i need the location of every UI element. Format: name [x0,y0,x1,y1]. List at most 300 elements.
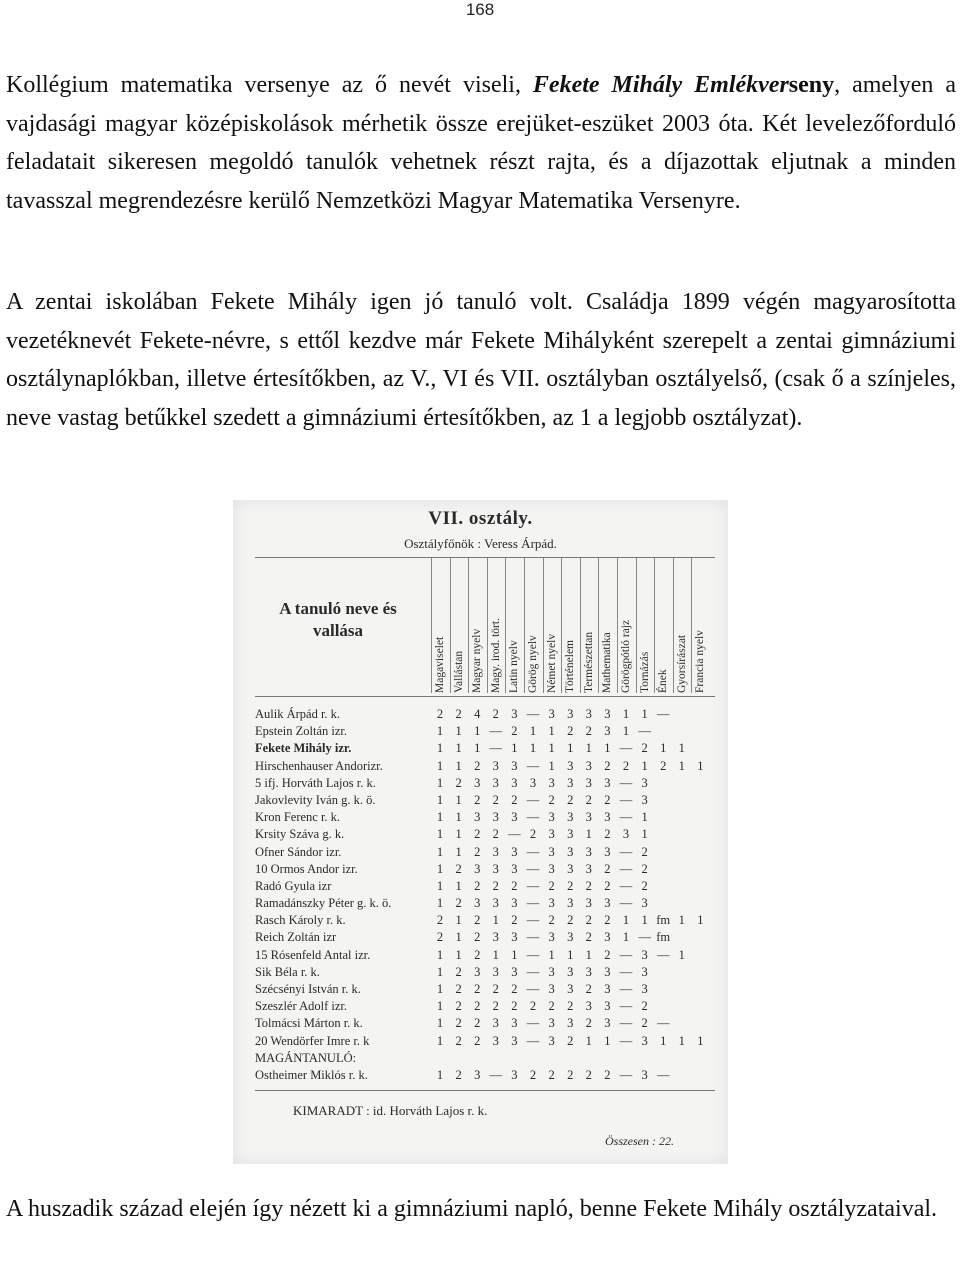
table-row [255,792,715,809]
grade-cell: 3 [492,810,499,825]
grade-cell: — [526,896,540,911]
grade-cell: 2 [567,1033,574,1048]
kimaradt-note: KIMARADT : id. Horváth Lajos r. k. [293,1103,488,1118]
column-divider [487,558,488,693]
grade-cell: 2 [585,792,592,807]
grade-cell: 1 [436,827,444,842]
column-divider [598,558,599,693]
grade-cell: 2 [604,827,611,842]
grade-cell: 1 [455,827,462,842]
grade-cell: — [526,810,540,825]
column-divider [580,558,581,693]
paragraph-1-emphasis: Fekete Mihály Emlékver [532,72,789,98]
grade-cell: 1 [641,913,648,928]
grade-cell: — [619,999,633,1014]
grade-cell: 1 [436,896,444,911]
subject-header: Görög nyelv [527,635,539,693]
grade-cell: 2 [474,1033,481,1048]
grade-cell: 2 [474,947,481,962]
grade-cell: — [526,861,540,876]
grade-cell: 2 [585,1067,592,1082]
table-row [255,723,715,740]
grade-cell: 1 [455,913,462,928]
student-name: 10 Ormos Andor izr. [255,861,358,876]
grade-cell: 3 [585,844,592,859]
column-divider [617,558,618,693]
grade-cell: 3 [492,844,499,859]
grade-cell: 2 [511,878,518,893]
grade-cell: — [526,913,540,928]
paragraph-1-text-a: Kollégium matematika versenye az ő nevét viseli, [6,72,533,98]
grade-cell: 1 [511,947,518,962]
grade-cell: 2 [585,913,592,928]
grade-cell: 3 [604,707,611,721]
grade-cell: 3 [585,775,592,790]
grade-cell: 3 [567,982,574,996]
grade-cell: 2 [548,878,555,893]
grade-cell: 3 [492,964,499,979]
grade-cell: — [526,707,540,721]
grade-cell: fm [656,930,671,945]
grade-cell: 3 [604,999,611,1014]
grade-cell: 1 [585,947,592,962]
grade-cell: 3 [492,861,499,876]
class-register-scan [233,500,728,1164]
table-row [255,1067,715,1084]
grade-cell: 1 [436,1067,444,1082]
grade-cell: — [619,982,633,996]
grade-cell: 3 [548,844,555,859]
name-column-header [263,598,413,642]
grade-cell: — [526,844,540,859]
grade-cell: 2 [567,999,574,1014]
grade-cell: 2 [511,913,518,928]
grade-cell: 1 [455,947,462,962]
grade-cell: 1 [529,724,537,739]
grade-cell: 1 [548,758,555,773]
grade-cell: 1 [622,724,630,739]
grade-cell: 3 [492,1016,499,1031]
grade-cell: — [656,947,670,962]
grade-cell: 2 [474,758,481,773]
grade-cell: fm [656,913,671,928]
student-name: 5 ifj. Horváth Lajos r. k. [255,775,376,790]
grade-cell: 3 [474,1067,481,1082]
column-divider [450,558,451,693]
grade-cell: — [489,1067,503,1082]
table-row [255,912,715,929]
student-name: Ofner Sándor izr. [255,844,342,859]
grade-cell: — [619,810,633,825]
grade-cell: 1 [641,707,648,721]
grade-cell: 3 [511,861,518,876]
grade-cell: 2 [604,947,611,962]
column-divider [691,558,692,693]
column-divider [543,558,544,693]
grade-cell: 2 [455,896,462,911]
grade-cell: 3 [567,930,574,945]
subject-header: Német nyelv [545,633,558,693]
column-divider [468,558,469,693]
grade-cell: 1 [436,844,444,859]
grade-cell: — [619,861,633,876]
grade-cell: 1 [678,741,685,756]
grade-cell: 3 [585,896,592,911]
grade-cell: 3 [567,775,574,790]
grade-cell: 2 [585,1016,592,1031]
page-number: 168 [465,0,495,19]
table-row [255,844,715,861]
grade-cell: 3 [567,707,574,721]
student-name: Reich Zoltán izr [255,930,337,945]
grade-cell: 2 [548,913,555,928]
header-rule-top [255,557,715,558]
grade-cell: 2 [455,1016,462,1031]
grade-cell: 1 [455,741,462,756]
grade-cell: — [638,724,651,739]
osszesen-note: Összesen : 22. [605,1134,674,1148]
grade-cell: — [526,964,540,979]
grade-cell: 2 [567,792,574,807]
grade-cell: 2 [641,861,648,876]
grade-cell: 1 [678,913,685,928]
student-name: Hirschenhauser Andorizr. [255,758,383,773]
table-row [255,1033,715,1050]
paragraph-2: A zentai iskolában Fekete Mihály igen jó tanuló volt. Családja 1899 végén magyarosította vezetéknevét Fekete-névre, s ettől kezdve már Fekete Mihályként szerepelt a zentai gimnáziumi osztálynaplókban, illetve értesítőkben, az V., VI és VII. osztályban osztályelső, (csak ő a színjeles, neve vastag betűkkel szedett a gimnáziumi értesítőkben, az 1 a legjobb osztályzat). [6,289,956,431]
subject-header: Gyorsírászat [675,634,688,693]
student-name: Ramadánszky Péter g. k. ö. [255,896,392,911]
grade-cell: 3 [548,896,555,911]
grade-cell: 3 [492,930,499,945]
table-row [255,964,715,981]
grade-cell: — [526,947,540,962]
grade-cell: 3 [604,724,611,739]
grade-cell: 1 [585,741,592,756]
grade-cell: 1 [436,878,444,893]
grade-cell: 1 [585,1033,592,1048]
grade-cell: — [619,878,633,893]
grade-cell: 3 [492,1033,499,1048]
grade-cell: 2 [529,1067,537,1082]
grade-cell: 2 [492,792,499,807]
grade-cell: 2 [455,707,462,721]
grade-cell: 3 [511,1033,518,1048]
grade-cell: 2 [474,913,481,928]
grade-cell: 3 [641,964,648,979]
grade-cell: 2 [474,930,481,945]
subject-header: Magy. irod. tört. [489,618,502,693]
grade-cell: 2 [529,827,537,842]
grade-cell: 1 [492,913,499,928]
grade-cell: — [526,792,540,807]
table-row [255,947,715,964]
grade-cell: 4 [474,707,481,721]
grade-cell: 3 [604,810,611,825]
grade-cell: 1 [455,930,462,945]
grade-cell: 2 [511,982,518,996]
column-divider [654,558,655,693]
grade-cell: 1 [585,827,592,842]
student-name: Rasch Károly r. k. [255,913,346,928]
grade-cell: 2 [641,999,648,1014]
grade-cell: 3 [511,896,518,911]
grade-cell: 2 [585,930,592,945]
grade-cell: 1 [436,1033,444,1048]
table-row [255,1050,715,1067]
header-rule-bottom [255,696,715,697]
grade-cell: 2 [585,878,592,893]
grade-cell: 1 [474,741,481,756]
table-row [255,878,715,895]
grade-cell: — [619,844,633,859]
column-divider [673,558,674,693]
paragraph-1-bold: seny [788,72,835,98]
grade-cell: — [526,1016,540,1031]
grade-cell: — [656,707,670,721]
student-name: Kron Ferenc r. k. [255,810,341,825]
grade-cell: — [619,947,633,962]
grade-cell: 2 [455,1067,462,1082]
paragraph-1 [6,66,956,220]
column-divider [524,558,525,693]
grade-cell: 1 [678,758,685,773]
grade-cell: 1 [436,999,444,1014]
student-name: Fekete Mihály izr. [255,741,352,756]
table-row [255,758,715,775]
student-name: Radó Gyula izr [255,878,332,893]
grade-cell: 3 [585,861,592,876]
grade-cell: 3 [604,930,611,945]
column-divider [561,558,562,693]
student-name: Ostheimer Miklós r. k. [255,1067,368,1082]
grade-cell: 1 [678,1033,685,1048]
column-divider [431,558,432,693]
grade-cell: 3 [511,810,518,825]
student-name: Aulik Árpád r. k. [255,707,341,721]
grade-cell: 1 [697,758,704,773]
grade-cell: 3 [548,861,555,876]
grade-cell: 3 [641,947,648,962]
grade-cell: 3 [567,844,574,859]
grade-cell: — [619,792,633,807]
grade-cell: 3 [492,775,499,790]
grade-cell: 2 [604,1067,611,1082]
table-row [255,775,715,792]
grade-cell: 3 [511,775,518,790]
grade-cell: 1 [455,758,462,773]
grade-cell: 3 [622,827,630,842]
grade-cell: 3 [567,896,574,911]
grade-cell: 2 [511,724,518,739]
grade-cell: 2 [548,999,555,1014]
grade-cell: 3 [474,810,481,825]
grade-cell: 3 [492,896,499,911]
grade-cell: 2 [455,1033,462,1048]
grade-cell: 2 [529,999,537,1014]
grade-cell: — [656,1016,670,1031]
table-row [255,998,715,1015]
grade-cell: — [638,930,651,945]
grade-cell: 2 [585,724,592,739]
subject-header: Magyar nyelv [471,628,484,693]
grade-cell: — [526,982,540,996]
grade-cell: 1 [641,827,648,842]
grade-cell: 3 [641,896,648,911]
column-divider [505,558,506,693]
grade-cell: — [526,930,540,945]
grade-cell: 3 [511,930,518,945]
table-row [255,826,715,843]
grade-cell: 3 [474,896,481,911]
grade-cell: 2 [455,775,462,790]
grade-cell: 3 [585,964,592,979]
student-name: 20 Wendörfer Imre r. k [255,1033,370,1048]
grade-cell: 2 [511,792,518,807]
column-divider [636,558,637,693]
rows-rule-bottom [255,1090,715,1091]
grade-cell: — [619,1067,633,1082]
grade-cell: 1 [622,913,630,928]
subject-header: Ének [657,669,670,693]
grade-cell: 2 [474,878,481,893]
grade-cell: 1 [436,982,444,996]
scan-title: VII. osztály. [428,508,533,529]
grade-cell: 3 [567,964,574,979]
grade-cell: 2 [567,1067,574,1082]
grade-cell: — [619,741,633,756]
grade-cell: 1 [622,707,630,721]
grade-cell: 3 [604,1016,611,1031]
grade-cell: 1 [548,947,555,962]
grade-cell: 1 [660,1033,667,1048]
grade-cell: 3 [548,810,555,825]
subject-header: Természettan [582,631,595,693]
grade-cell: 1 [660,741,667,756]
grade-cell: 1 [455,844,462,859]
grade-cell: 3 [548,930,555,945]
grade-cell: 3 [548,964,555,979]
grade-cell: 1 [697,913,704,928]
grade-cell: 3 [548,982,555,996]
table-row [255,895,715,912]
grade-cell: 1 [436,724,444,739]
grade-cell: 3 [641,792,648,807]
grade-cell: 1 [455,810,462,825]
grade-cell: — [656,1067,670,1082]
scan-subtitle: Osztályfőnök : Veress Árpád. [404,536,557,551]
grade-cell: 1 [697,1033,704,1048]
subject-header: Tornázás [638,651,651,693]
grade-cell: 1 [455,878,462,893]
grade-cell: 1 [436,758,444,773]
grade-cell: 2 [492,827,499,842]
grade-cell: 1 [436,861,444,876]
grade-cell: 3 [548,1033,555,1048]
grade-cell: 2 [474,1016,481,1031]
student-name: Sik Béla r. k. [255,964,320,979]
grade-cell: 2 [641,741,648,756]
grade-cell: — [619,896,633,911]
grade-cell: 1 [436,947,444,962]
grade-cell: 2 [567,913,574,928]
grade-cell: 2 [641,878,648,893]
grade-cell: 2 [604,792,611,807]
subject-header: Történelem [564,639,577,693]
grade-cell: 3 [474,775,481,790]
name-header-line-1: A tanuló neve és [279,599,397,618]
grade-cell: 3 [567,810,574,825]
student-name: 15 Rósenfeld Antal izr. [255,947,371,962]
grade-cell: — [489,741,503,756]
grade-cell: 3 [511,758,518,773]
grade-cell: 1 [604,1033,611,1048]
grade-cell: 3 [548,707,555,721]
table-row [255,740,715,757]
table-row [255,981,715,998]
grade-cell: 2 [474,827,481,842]
grade-cell: 2 [474,844,481,859]
grade-cell: 2 [604,861,611,876]
grade-cell: 2 [567,878,574,893]
subject-header: Vallástan [452,650,465,693]
grade-cell: 2 [622,758,630,773]
grade-cell: 1 [474,724,481,739]
grade-cell: 3 [567,827,574,842]
grade-cell: 3 [548,775,555,790]
grade-cell: 1 [511,741,518,756]
grade-cell: — [619,964,633,979]
grade-cell: 3 [567,758,574,773]
grade-cell: 3 [604,982,611,996]
grade-cell: 2 [660,758,667,773]
grade-cell: 3 [641,982,648,996]
grade-cell: — [619,775,633,790]
grade-cell: 2 [455,964,462,979]
student-name: Szeszlér Adolf izr. [255,999,347,1014]
grade-cell: 2 [455,861,462,876]
grade-cell: 2 [641,844,648,859]
grade-cell: 1 [604,741,611,756]
grade-cell: 2 [604,878,611,893]
grade-cell: 3 [585,999,592,1014]
subject-column-headers [431,558,711,693]
grade-cell: 2 [492,982,499,996]
grade-cell: 2 [455,999,462,1014]
grade-cell: 3 [511,707,518,721]
grade-cell: 1 [678,947,685,962]
student-name: Epstein Zoltán izr. [255,724,347,739]
grade-cell: 3 [604,844,611,859]
subject-header: Francia nyelv [694,630,707,693]
grade-cell: 2 [436,913,444,928]
grade-cell: 3 [641,775,648,790]
grade-rows [255,706,715,1084]
grade-cell: — [526,1033,540,1048]
grade-cell: — [619,1016,633,1031]
grade-cell: 3 [548,827,555,842]
subject-header: Mathematika [601,632,614,693]
student-name: MAGÁNTANULÓ: [255,1050,357,1065]
table-row [255,1015,715,1032]
grade-cell: — [619,1033,633,1048]
grade-cell: 1 [622,930,630,945]
grade-cell: — [526,878,540,893]
grade-cell: 2 [585,982,592,996]
table-row [255,809,715,826]
grade-cell: 2 [474,982,481,996]
grade-cell: — [489,724,503,739]
grade-cell: 2 [492,999,499,1014]
